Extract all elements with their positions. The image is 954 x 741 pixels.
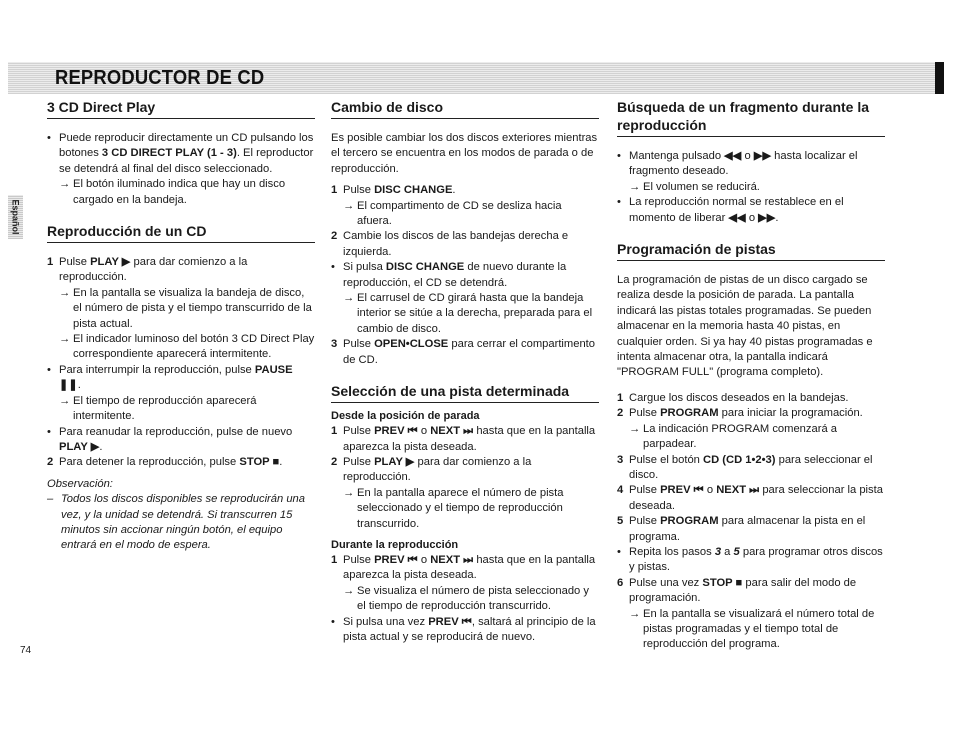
list-subitem: → En la pantalla se visualizará el número total de pistas programadas y el tiempo total de reproducción del programa.	[629, 607, 875, 651]
list-subitem: → Se visualiza el número de pista seleccionado y el tiempo de reproducción transcurrido.	[343, 584, 589, 613]
column-1	[47, 98, 315, 554]
language-label: Español	[10, 199, 21, 235]
step-1: 1 Pulse PLAY ▶ para dar comienzo a la reproducción.	[47, 256, 248, 284]
note-title: Observación:	[47, 477, 113, 490]
list-subitem: → El indicador luminoso del botón 3 CD Direct Play correspondiente aparecerá intermitente.	[59, 333, 315, 361]
list-item: • Puede reproducir directamente un CD pulsando los botones 3 CD DIRECT PLAY (1 - 3). El reproductor se detendrá al final del disco seleccionado.	[47, 132, 314, 175]
step-2: 2 Cambie los discos de las bandejas derecha e izquierda.	[331, 230, 569, 258]
step-2: 2 Pulse PLAY ▶ para dar comienzo a la reproducción.	[331, 455, 532, 484]
banner-title: REPRODUCTOR DE CD	[55, 67, 265, 89]
heading-cambio-disco: Cambio de disco	[331, 98, 599, 119]
list-item: • La reproducción normal se restablece en el momento de liberar ◀◀ o ▶▶.	[617, 196, 844, 224]
subheading-parada: Desde la posición de parada	[331, 410, 480, 423]
list-item: • Repita los pasos 3 a 5 para programar otros discos y pistas.	[617, 545, 883, 574]
list-item: • Para reanudar la reproducción, pulse de nuevo PLAY ▶.	[47, 425, 293, 453]
heading-3cd-direct-play: 3 CD Direct Play	[47, 98, 315, 119]
page-number: 74	[20, 645, 32, 656]
list-item: • Para interrumpir la reproducción, pulse PAUSE ❚❚.	[47, 363, 293, 392]
note-text: – Todos los discos disponibles se reproducirán una vez, y la unidad se detendrá. Si transcurren 15 minutos sin accionar ningún botón, el equipo entrará en el modo de espera.	[47, 493, 305, 552]
step-1: 1 Pulse PREV ⏮ o NEXT ⏭ hasta que en la pantalla aparezca la pista deseada.	[331, 425, 596, 453]
heading-reproduccion-cd: Reproducción de un CD	[47, 222, 315, 243]
list-item: • Mantenga pulsado ◀◀ o ▶▶ hasta localizar el fragmento deseado.	[617, 150, 858, 178]
heading-seleccion-pista: Selección de una pista determinada	[331, 382, 599, 403]
step-1: 1 Pulse DISC CHANGE.	[331, 184, 456, 197]
list-subitem: → El tiempo de reproducción aparecerá intermitente.	[59, 394, 257, 423]
step-3: 3 Pulse el botón CD (CD 1•2•3) para seleccionar el disco.	[617, 453, 873, 481]
step-4: 4 Pulse PREV ⏮ o NEXT ⏭ para seleccionar la pista deseada.	[617, 484, 883, 512]
list-subitem: → El botón iluminado indica que hay un disco cargado en la bandeja.	[59, 178, 286, 206]
list-subitem: → En la pantalla aparece el número de pista seleccionado y el tiempo de reproducción transcurrido.	[343, 486, 564, 530]
heading-busqueda: Búsqueda de un fragmento durante la reproducción	[617, 98, 885, 137]
step-2: 2 Para detener la reproducción, pulse STOP ■.	[47, 456, 283, 469]
list-subitem: → El volumen se reducirá.	[629, 180, 760, 193]
list-subitem: → El carrusel de CD girará hasta que la bandeja interior se sitúe a la derecha, preparada para el cambio de disco.	[343, 292, 593, 335]
step-5: 5 Pulse PROGRAM para almacenar la pista en el programa.	[617, 515, 866, 543]
list-item: • Si pulsa DISC CHANGE de nuevo durante la reproducción, el CD se detendrá.	[331, 261, 567, 289]
step-1: 1 Pulse PREV ⏮ o NEXT ⏭ hasta que en la pantalla aparezca la pista deseada.	[331, 553, 596, 582]
list-subitem: → La indicación PROGRAM comenzará a parpadear.	[629, 422, 838, 451]
banner-end-bar	[935, 62, 944, 94]
list-subitem: → El compartimento de CD se desliza hacia afuera.	[343, 199, 562, 228]
subheading-durante: Durante la reproducción	[331, 538, 459, 551]
step-1: 1 Cargue los discos deseados en la bandejas.	[617, 391, 849, 404]
step-2: 2 Pulse PROGRAM para iniciar la programación.	[617, 407, 863, 420]
heading-programacion: Programación de pistas	[617, 240, 885, 261]
intro-text: La programación de pistas de un disco cargado se realiza desde la posición de parada. La pantalla indicará las pistas totales programadas. Se pueden almacenar en la memoria hasta 40 pistas, en cualquier orden. Si ya hay 40 pistas programadas e intenta almacenar otra, la pantalla indicará "PROGRAM FULL" (programa completo).	[617, 274, 873, 379]
list-subitem: → En la pantalla se visualiza la bandeja de disco, el número de pista y el tiempo transcurrido de la pista actual.	[59, 286, 312, 330]
column-2	[331, 98, 599, 645]
step-3: 3 Pulse OPEN•CLOSE para cerrar el compartimento de CD.	[331, 338, 596, 366]
list-item: • Si pulsa una vez PREV ⏮, saltará al principio de la pista actual y se reproducirá de nuevo.	[331, 615, 596, 643]
step-6: 6 Pulse una vez STOP ■ para salir del modo de programación.	[617, 576, 857, 605]
section-banner	[8, 62, 944, 94]
column-3	[617, 98, 885, 653]
language-side-tab	[8, 195, 23, 239]
intro-text: Es posible cambiar los dos discos exteriores mientras el tercero se encuentra en los modos de parada o de reproducción.	[331, 132, 598, 175]
